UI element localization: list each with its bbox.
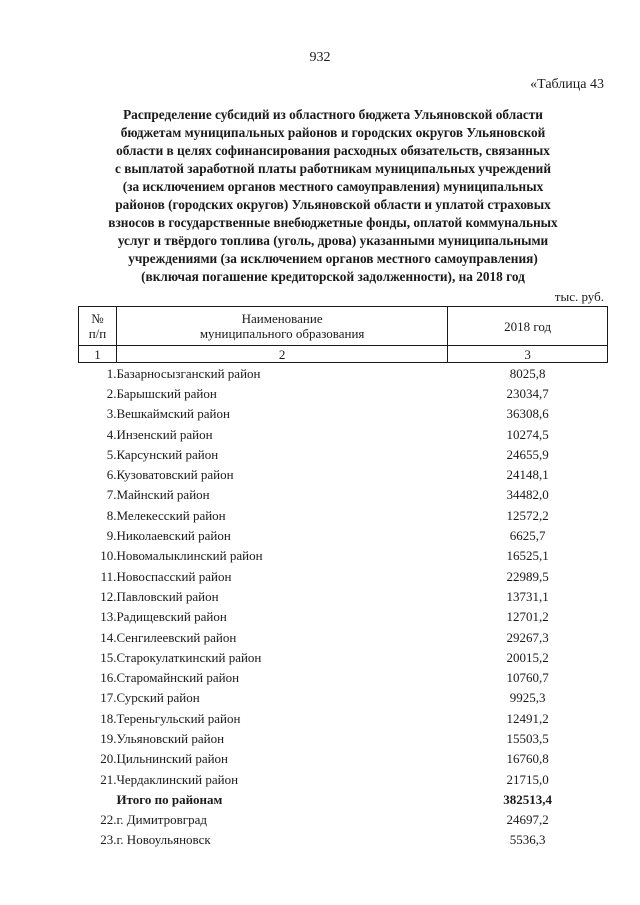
title-line: услуг и твёрдого топлива (уголь, дрова) указанными муниципальными <box>117 233 549 248</box>
row-value: 12491,2 <box>506 710 549 726</box>
row-number: 14. <box>100 629 117 645</box>
row-value: 10760,7 <box>506 670 549 686</box>
header-year: 2018 год <box>448 307 608 346</box>
row-value: 6625,7 <box>509 528 546 544</box>
row-name: Старокулаткинский район <box>116 649 262 665</box>
row-name: Новоспасский район <box>116 568 232 584</box>
table-row <box>79 769 608 789</box>
column-number: 2 <box>116 346 447 363</box>
row-value: 23034,7 <box>506 385 549 401</box>
row-number: 6. <box>106 467 117 483</box>
row-number: 22. <box>100 812 117 828</box>
row-number: 15. <box>100 649 117 665</box>
row-number: 8. <box>106 507 117 523</box>
table-row <box>79 607 608 627</box>
table-row <box>79 546 608 566</box>
header-number <box>79 307 117 346</box>
table-row <box>79 667 608 687</box>
table-row <box>79 566 608 586</box>
column-number-row <box>79 346 608 363</box>
table-row <box>79 810 608 830</box>
row-name: г. Димитровград <box>116 812 208 828</box>
row-number: 7. <box>106 487 117 503</box>
row-name: Ульяновский район <box>116 730 225 746</box>
table-row <box>79 830 608 850</box>
subsidies-table <box>78 306 608 850</box>
row-name: Барышский район <box>116 385 217 401</box>
total-row <box>79 789 608 809</box>
row-name: Чердаклинский район <box>116 771 239 787</box>
row-number: 23. <box>100 832 117 848</box>
column-number: 1 <box>79 346 117 363</box>
header-name <box>116 307 447 346</box>
row-number: 20. <box>100 751 117 767</box>
row-value: 20015,2 <box>506 649 549 665</box>
table-row <box>79 444 608 464</box>
page-number: 932 <box>309 50 331 65</box>
row-name: Майнский район <box>116 487 210 503</box>
row-number: 19. <box>100 730 117 746</box>
row-number: 2. <box>106 385 117 401</box>
table-row <box>79 404 608 424</box>
row-number: 18. <box>100 710 117 726</box>
row-value: 8025,8 <box>509 365 546 381</box>
row-number: 17. <box>100 690 117 706</box>
row-value: 16525,1 <box>506 548 549 564</box>
table-row <box>79 464 608 484</box>
title-line: взносов в государственные внебюджетные фонды, оплатой коммунальных <box>108 215 558 230</box>
row-value: 29267,3 <box>506 629 549 645</box>
row-name: Инзенский район <box>116 426 213 442</box>
row-value: 24697,2 <box>506 812 549 828</box>
table-row <box>79 627 608 647</box>
row-name: Сенгилеевский район <box>116 629 237 645</box>
table-row <box>79 525 608 545</box>
row-name: Новомалыклинский район <box>116 548 263 564</box>
row-value: 5536,3 <box>509 832 546 848</box>
row-value: 16760,8 <box>506 751 549 767</box>
row-value: 12701,2 <box>506 609 549 625</box>
row-number: 10. <box>100 548 117 564</box>
table-label: «Таблица 43 <box>530 77 604 92</box>
row-number: 16. <box>100 670 117 686</box>
row-name: Вешкаймский район <box>116 406 230 422</box>
table-row <box>79 749 608 769</box>
table-row <box>79 586 608 606</box>
title-line: районов (городских округов) Ульяновской области и уплатой страховых <box>115 197 551 212</box>
row-name: Базарносызганский район <box>116 365 261 381</box>
table-row <box>79 688 608 708</box>
row-name: Николаевский район <box>116 528 231 544</box>
table-row <box>79 708 608 728</box>
table-row <box>79 505 608 525</box>
title-line: бюджетам муниципальных районов и городских округов Ульяновской <box>120 125 546 140</box>
row-value: 34482,0 <box>506 487 549 503</box>
unit-label: тыс. руб. <box>554 289 604 304</box>
row-value: 24148,1 <box>506 467 549 483</box>
row-number: 21. <box>100 771 117 787</box>
row-number: 5. <box>106 446 117 462</box>
title-line: с выплатой заработной платы работникам муниципальных учреждений <box>115 161 551 176</box>
row-number: 9. <box>106 528 117 544</box>
document-title <box>88 106 578 286</box>
table-row <box>79 383 608 403</box>
row-number: 12. <box>100 588 117 604</box>
row-number: 3. <box>106 406 117 422</box>
table-row <box>79 647 608 667</box>
title-line: (за исключением органов местного самоуправления) муниципальных <box>122 179 544 194</box>
table-row <box>79 424 608 444</box>
row-name: Старомайнский район <box>116 670 240 686</box>
row-name: Мелекесский район <box>116 507 226 523</box>
row-number <box>79 789 117 809</box>
row-number: 1. <box>106 365 117 381</box>
row-name: Карсунский район <box>116 446 219 462</box>
title-line: области в целях софинансирования расходных обязательств, связанных <box>116 143 550 158</box>
row-value: 15503,5 <box>506 730 549 746</box>
row-number: 13. <box>100 609 117 625</box>
row-value: 382513,4 <box>503 791 553 807</box>
row-value: 13731,1 <box>506 588 549 604</box>
table-row <box>79 485 608 505</box>
title-line: учреждениями (за исключением органов местного самоуправления) <box>128 251 538 266</box>
row-name: Радищевский район <box>116 609 227 625</box>
row-value: 24655,9 <box>506 446 549 462</box>
table-row <box>79 728 608 748</box>
row-name: Итого по районам <box>116 791 223 807</box>
row-name: Кузоватовский район <box>116 467 234 483</box>
title-line: Распределение субсидий из областного бюджета Ульяновской области <box>123 107 543 122</box>
row-name: г. Новоульяновск <box>116 832 211 848</box>
column-number: 3 <box>448 346 608 363</box>
row-name: Тереньгульский район <box>116 710 241 726</box>
row-name: Павловский район <box>116 588 219 604</box>
row-name: Сурский район <box>116 690 200 706</box>
header-name-line1: Наименование <box>241 311 323 326</box>
table-body <box>79 363 608 851</box>
row-value: 12572,2 <box>506 507 549 523</box>
row-number: 4. <box>106 426 117 442</box>
row-value: 36308,6 <box>506 406 549 422</box>
row-name: Цильнинский район <box>116 751 229 767</box>
row-number: 11. <box>100 568 117 584</box>
header-number-line1: № <box>91 311 104 326</box>
table-row <box>79 363 608 384</box>
row-value: 21715,0 <box>506 771 549 787</box>
title-line: (включая погашение кредиторской задолженности), на 2018 год <box>141 269 525 284</box>
header-number-line2: п/п <box>88 326 107 341</box>
table-header-row <box>79 307 608 346</box>
header-name-line2: муниципального образования <box>199 326 365 341</box>
row-value: 10274,5 <box>506 426 549 442</box>
row-value: 22989,5 <box>506 568 549 584</box>
row-value: 9925,3 <box>509 690 546 706</box>
